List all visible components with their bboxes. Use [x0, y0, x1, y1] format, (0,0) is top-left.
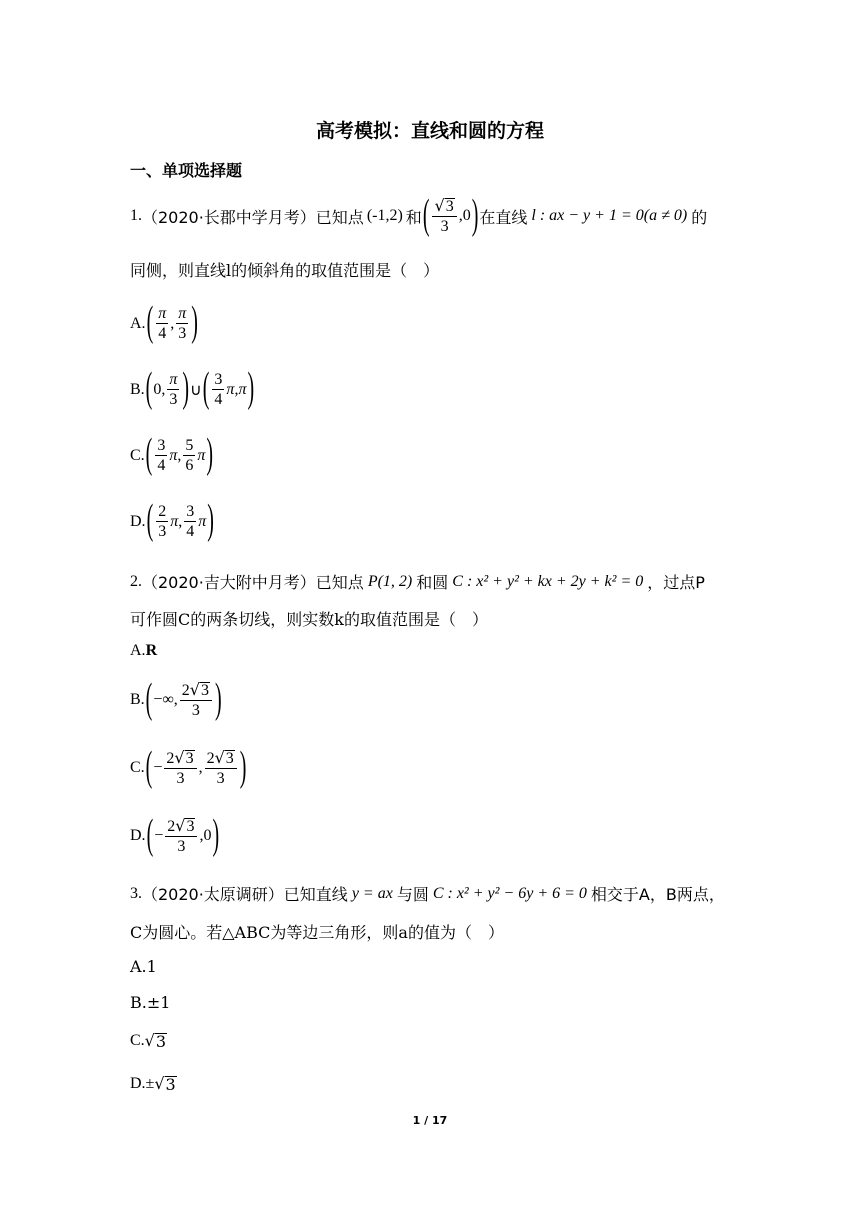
- q3-option-a: A.1: [130, 957, 157, 976]
- circle-equation: C : x² + y² − 6y + 6 = 0: [432, 884, 587, 902]
- question-1-line-2: 同侧，则直线l的倾斜角的取值范围是（ ）: [130, 261, 440, 280]
- point-p: P(1, 2): [367, 572, 413, 590]
- text-on-line: 在直线: [479, 207, 528, 227]
- q3-option-b: B.±1: [130, 993, 171, 1012]
- q1-option-a: A. ( $\frac{\pi}{4}$ , $\frac{\pi}{3}$ ): [130, 299, 198, 346]
- paren-right: ): [471, 191, 479, 239]
- question-source: （2020·太原调研）已知直线: [142, 885, 348, 904]
- point-expression: (-1,2): [366, 207, 403, 224]
- question-number: 2.: [130, 572, 142, 590]
- option-label: B.: [130, 691, 145, 708]
- text-with-circle: 与圆: [396, 885, 429, 904]
- page-title: 高考模拟：直线和圆的方程: [315, 120, 544, 142]
- question-2-line-2: 可作圆C的两条切线，则实数k的取值范围是（ ）: [130, 610, 488, 629]
- paren-left: (: [422, 191, 430, 239]
- q1-option-b: B. ( 0, $\frac{\pi}{3}$ ) ∪ ( $\frac{3}{4}$ π , π ): [130, 365, 255, 412]
- q2-option-d: D. ( − 2 √ 3 3 ,0 ): [130, 811, 220, 859]
- question-number: 3.: [130, 884, 142, 902]
- question-3-line-2: C为圆心。若△ABC为等边三角形，则a的值为（ ）: [130, 923, 504, 942]
- section-heading: 一、单项选择题: [130, 161, 243, 180]
- question-2-line-1: [130, 570, 705, 593]
- line-equation: y = ax: [351, 884, 393, 902]
- q2-option-a: [130, 642, 157, 660]
- text-tail: 的: [691, 207, 708, 227]
- q3-option-d: D.± √ 3: [130, 1074, 176, 1094]
- question-3-line-1: [130, 882, 725, 905]
- text-tail: 相交于A，B两点，: [590, 885, 725, 904]
- text-and: 和: [405, 207, 422, 227]
- option-label: C.: [130, 446, 145, 464]
- q1-option-c: C. ( $\frac{3}{4}$ π , $\frac{5}{6}$ π ): [130, 431, 214, 478]
- q3-option-c: C. √ 3: [130, 1031, 167, 1051]
- text-and-circle: 和圆: [416, 573, 449, 592]
- option-label: C.: [130, 759, 145, 776]
- line-equation: l : ax − y + 1 = 0(a ≠ 0): [531, 207, 688, 224]
- question-1-line-1: 1. （2020·长郡中学月考）已知点 (-1,2) 和 ( √ 3 3 ,0 ) 在直线 l : ax − y + 1 = 0(a ≠ 0) 的: [130, 196, 707, 236]
- option-label: C.: [130, 1031, 145, 1049]
- text-tail: ，过点P: [647, 573, 705, 592]
- option-label: A.: [130, 642, 146, 659]
- question-source: （2020·吉大附中月考）已知点: [142, 573, 364, 592]
- option-label: D.: [130, 512, 146, 530]
- q1-option-d: D. ( $\frac{2}{3}$ π , $\frac{3}{4}$ π ): [130, 497, 214, 544]
- circle-equation: C : x² + y² + kx + 2y + k² = 0: [452, 572, 644, 590]
- question-source: （2020·长郡中学月考）已知点: [142, 207, 364, 227]
- q2-option-b: B. ( −∞, 2 √ 3 3 ): [130, 675, 222, 723]
- page-number: 1 / 17: [412, 1114, 448, 1127]
- q2-option-c: C. ( − 2 √ 3 3 , 2 √ 3 3 ): [130, 743, 247, 791]
- option-label: D.: [130, 827, 146, 844]
- option-label: D.±: [130, 1074, 155, 1092]
- option-label: B.: [130, 380, 145, 398]
- fraction-sqrt3-over-3: √ 3 3: [432, 196, 456, 236]
- question-number: 1.: [130, 207, 142, 224]
- option-label: A.: [130, 314, 146, 332]
- option-value: R: [145, 642, 158, 659]
